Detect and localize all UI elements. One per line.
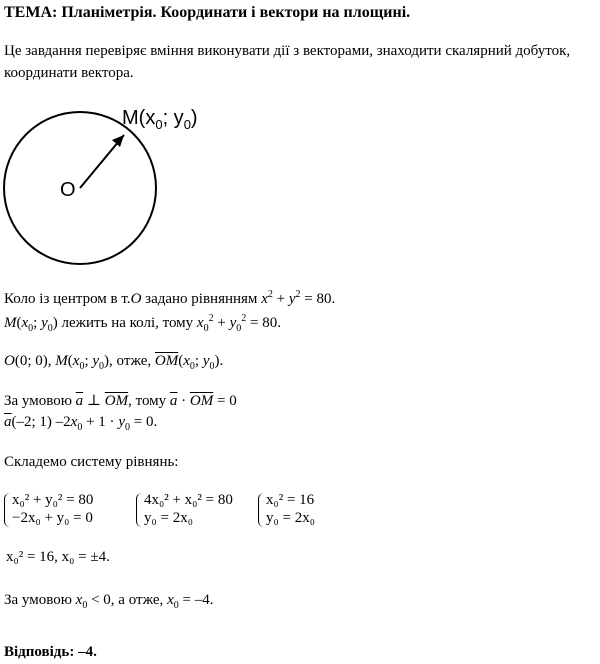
system-3 bbox=[258, 491, 315, 527]
line-point-on-circle: $M(x_0$; $y_0$) лежить на колі, тому $x_0^2 + y_0^2 = 80$. bbox=[4, 313, 281, 334]
line-dot-product: $\overline{a}(-2$; 1) $-2x_0 + 1 \cdot y_0 = 0$. bbox=[4, 414, 158, 433]
system-2-row-2: y₀ = 2x₀ bbox=[144, 510, 193, 526]
point-label: $M(x_0$; $y_0$) bbox=[122, 107, 198, 132]
system-heading: Складемо систему рівнянь: bbox=[4, 454, 179, 470]
system-2-row-1: 4x₀² + x₀² = 80 bbox=[144, 492, 233, 508]
circle-diagram bbox=[0, 100, 240, 280]
system-1-row-2: −2x₀ + y₀ = 0 bbox=[12, 510, 93, 526]
system-1 bbox=[4, 491, 93, 527]
line-solution: x₀² = 16, x₀ = ±4. bbox=[6, 549, 110, 565]
system-3-row-2: y₀ = 2x₀ bbox=[266, 510, 315, 526]
line-condition: За умовою $x_0 < 0$, а отже, $x_0 = -4$. bbox=[4, 592, 214, 611]
line-perpendicular: За умовою $\overline{a}$ ⊥ $\overline{OM}$, тому $\overline{a} \cdot \overline{OM} = 0$ bbox=[4, 393, 237, 409]
system-1-row-1: x₀² + y₀² = 80 bbox=[12, 492, 94, 508]
intro-text: Це завдання перевіряє вміння виконувати дії з векторами, знаходити скалярний добуток, координати вектора. bbox=[4, 43, 571, 81]
system-3-row-1: x₀² = 16 bbox=[266, 492, 315, 508]
system-2 bbox=[136, 491, 233, 527]
line-circle-equation: Коло із центром в т.O задано рівнянням $x^2 + y^2 = 80$. bbox=[4, 289, 336, 307]
arrow-head bbox=[112, 135, 124, 147]
page-title: ТЕМА: Планіметрія. Координати і вектори на площині. bbox=[4, 4, 411, 21]
line-vector-om: O(0; 0), $M(x_0$; $y_0$), отже, $\overline{OM}(x_0$; $y_0$). bbox=[4, 353, 224, 372]
answer: Відповідь: –4. bbox=[4, 644, 97, 660]
center-label: O bbox=[60, 179, 76, 201]
